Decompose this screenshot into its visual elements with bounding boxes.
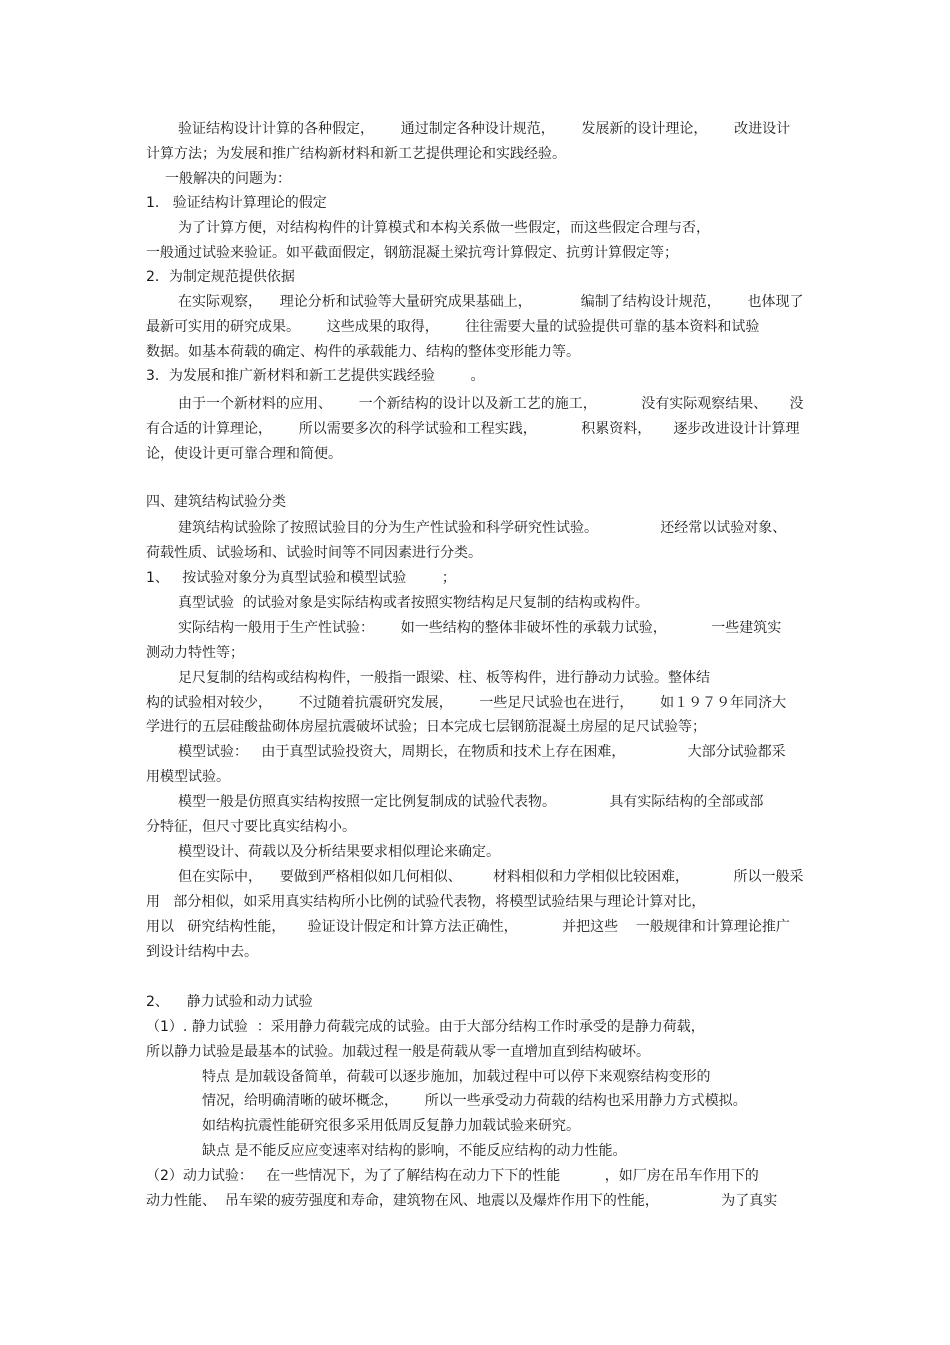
text-line: 模型一般是仿照真实结构按照一定比例复制成的试验代表物。 具有实际结构的全部或部 [178, 794, 764, 810]
text-line: 如结构抗震性能研究很多采用低周反复静力加载试验来研究。 [202, 1118, 580, 1134]
text-line: 所以静力试验是最基本的试验。加载过程一般是荷载从零一直增加直到结构破坏。 [146, 1044, 650, 1060]
text-line: 一般通过试验来验证。如平截面假定，钢筋混凝土梁抗弯计算假定、抗剪计算假定等； [146, 245, 678, 261]
text-line: 一般解决的问题为： [165, 171, 291, 187]
subheading: 1、 按试验对象分为真型试验和模型试验 ； [146, 570, 456, 586]
text-line: 情况，给明确清晰的破坏概念， 所以一些承受动力荷载的结构也采用静力方式模拟。 [202, 1093, 747, 1109]
text-line: 分特征，但尺寸要比真实结构小。 [146, 819, 356, 835]
text-line: （1）. 静力试验 ：采用静力荷载完成的试验。由于大部分结构工作时承受的是静力荷载， [146, 1019, 705, 1035]
text-line: 构的试验相对较少， 不过随着抗震研究发展， 一些足尺试验也在进行， 如１９７９年同济大 [146, 695, 787, 711]
text-line: 动力性能、 吊车梁的疲劳强度和寿命，建筑物在风、地震以及爆炸作用下的性能， 为了真实 [146, 1193, 778, 1209]
text-line: 数据。如基本荷载的确定、构件的承载能力、结构的整体变形能力等。 [146, 344, 580, 360]
text-line: 用模型试验。 [146, 769, 230, 785]
text-line: 用 部分相似，如采用真实结构所小比例的试验代表物，将模型试验结果与理论计算对比， [146, 894, 706, 910]
text-line: 但在实际中， 要做到严格相似如几何相似、 材料相似和力学相似比较困难， 所以一般采 [178, 869, 804, 885]
text-line: 到设计结构中去。 [146, 944, 258, 960]
section-heading: 四、建筑结构试验分类 [146, 494, 286, 510]
text-line: 缺点 是不能反应应变速率对结构的影响，不能反应结构的动力性能。 [202, 1143, 627, 1159]
subheading: 2、 静力试验和动力试验 [146, 994, 313, 1010]
text-line: 模型试验： 由于真型试验投资大，周期长，在物质和技术上存在困难， 大部分试验都采 [178, 744, 786, 760]
text-line: 用以 研究结构性能， 验证设计假定和计算方法正确性， 并把这些 一般规律和计算理论推广 [146, 919, 790, 935]
heading-item-2: 2．为制定规范提供依据 [146, 269, 295, 285]
text-line: 建筑结构试验除了按照试验目的分为生产性试验和科学研究性试验。 还经常以试验对象、 [178, 520, 787, 536]
text-line: 荷载性质、试验场和、试验时间等不同因素进行分类。 [146, 545, 482, 561]
text-line: 在实际观察， 理论分析和试验等大量研究成果基础上， 编制了结构设计规范， 也体现了 [178, 294, 804, 310]
heading-item-1: 1. 验证结构计算理论的假定 [146, 195, 327, 211]
text-line: 计算方法；为发展和推广结构新材料和新工艺提供理论和实践经验。 [146, 146, 566, 162]
text-line: 足尺复制的结构或结构构件，一般指一跟梁、柱、板等构件，进行静动力试验。整体结 [178, 670, 710, 686]
text-line: 测动力特性等； [146, 645, 244, 661]
text-line: 真型试验 的试验对象是实际结构或者按照实物结构足尺复制的结构或构件。 [178, 595, 649, 611]
text-line: 学进行的五层硅酸盐砌体房屋抗震破坏试验；日本完成七层钢筋混凝土房屋的足尺试验等； [146, 719, 706, 735]
text-line: 有合适的计算理论， 所以需要多次的科学试验和工程实践， 积累资料， 逐步改进设计计算理 [146, 421, 800, 437]
text-line: 实际结构一般用于生产性试验： 如一些结构的整体非破坏性的承载力试验， 一些建筑实 [178, 620, 782, 636]
text-line: 最新可实用的研究成果。 这些成果的取得， 往往需要大量的试验提供可靠的基本资料和试验 [146, 319, 760, 335]
text-line: 验证结构设计计算的各种假定， 通过制定各种设计规范， 发展新的设计理论， 改进设计 [178, 121, 791, 137]
text-line: （2）动力试验： 在一些情况下，为了了解结构在动力下下的性能 ，如厂房在吊车作用下的 [146, 1168, 759, 1184]
text-line: 模型设计、荷载以及分析结果要求相似理论来确定。 [178, 844, 500, 860]
text-line: 为了计算方便，对结构构件的计算模式和本构关系做一些假定，而这些假定合理与否， [178, 220, 710, 236]
text-line: 论，使设计更可靠合理和简便。 [146, 446, 342, 462]
heading-item-3: 3．为发展和推广新材料和新工艺提供实践经验 。 [146, 368, 485, 384]
text-line: 由于一个新材料的应用、 一个新结构的设计以及新工艺的施工， 没有实际观察结果、 没 [178, 396, 804, 412]
text-line: 特点 是加载设备简单，荷载可以逐步施加，加载过程中可以停下来观察结构变形的 [202, 1069, 711, 1085]
